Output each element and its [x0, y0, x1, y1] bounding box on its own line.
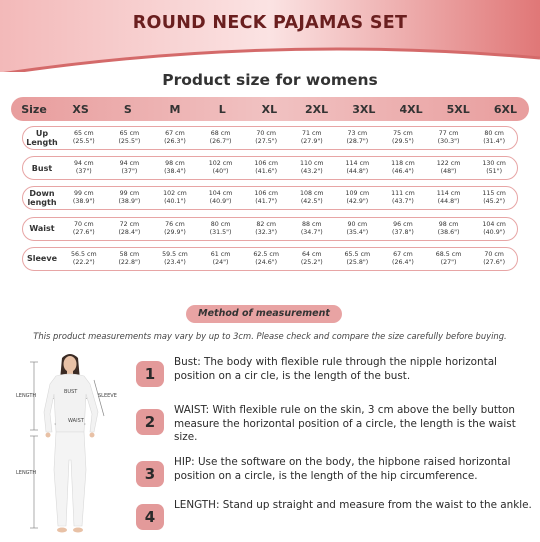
cell-inch: (27.9")	[300, 138, 323, 145]
step-number-badge: 4	[136, 504, 164, 530]
table-row	[22, 156, 518, 180]
cell-inch: (25.8")	[346, 258, 369, 266]
cell-inch: (25.5")	[118, 138, 141, 145]
table-cell	[335, 190, 381, 206]
cell-cm: 71 cm	[301, 130, 322, 137]
table-cell	[289, 190, 335, 206]
size-table	[22, 126, 518, 277]
table-cell	[335, 130, 381, 146]
cell-inch: (42.5")	[300, 198, 323, 206]
table-cell	[289, 160, 335, 176]
cell-inch: (22.2")	[72, 258, 95, 266]
cell-cm: 65 cm	[73, 130, 94, 137]
row-label	[23, 129, 61, 147]
cell-cm: 72 cm	[119, 220, 140, 228]
table-cell	[426, 221, 472, 237]
cell-cm: 62.5 cm	[253, 250, 279, 258]
cell-cm: 67 cm	[165, 130, 185, 137]
cell-inch: (44.8")	[346, 168, 369, 176]
cell-cm: 114 cm	[345, 160, 370, 168]
cell-inch: (44.8")	[437, 198, 460, 206]
cell-inch: (40.1")	[164, 198, 186, 206]
size-header-6xl: 6XL	[493, 102, 517, 116]
cell-inch: (27.6")	[483, 258, 506, 266]
table-cell	[198, 130, 244, 146]
cell-inch: (25.2")	[300, 258, 323, 266]
table-cell	[471, 221, 517, 237]
cell-inch: (45.2")	[483, 198, 506, 206]
cell-cm: 94 cm	[73, 160, 94, 168]
step-text: Bust: The body with flexible rule through the nipple horizontal position on a cir cle, is the length of the bust.	[174, 356, 497, 382]
row-label-line: Sleeve	[27, 254, 57, 264]
cell-inch: (38.9")	[72, 198, 95, 206]
row-label-line: Up	[35, 129, 49, 138]
table-cell	[152, 130, 198, 146]
cell-inch: (24")	[212, 258, 229, 266]
model-illustration	[10, 350, 130, 538]
step-number-badge: 3	[136, 461, 164, 487]
cell-cm: 64 cm	[301, 250, 322, 258]
table-cell	[198, 160, 244, 176]
measurement-figure	[10, 350, 130, 538]
cell-cm: 90 cm	[347, 220, 368, 228]
figure-label-sleeve: SLEEVE	[98, 393, 117, 399]
row-label-line: Bust	[31, 163, 53, 173]
row-label-line: Length	[26, 138, 58, 147]
table-cell	[289, 130, 335, 146]
cell-cm: 109 cm	[345, 190, 370, 198]
size-header-xs: XS	[72, 102, 89, 116]
table-cell	[335, 221, 381, 237]
table-cell	[152, 160, 198, 176]
row-label	[23, 189, 61, 207]
cell-cm: 82 cm	[256, 220, 276, 228]
table-cell	[61, 221, 107, 237]
table-cell	[152, 190, 198, 206]
table-cell	[107, 221, 153, 237]
cell-cm: 130 cm	[482, 160, 506, 168]
cell-inch: (51")	[486, 168, 503, 176]
table-cell	[152, 221, 198, 237]
cell-cm: 118 cm	[391, 160, 415, 168]
row-label-line: Down	[29, 189, 55, 199]
table-cell	[471, 190, 517, 206]
cell-cm: 104 cm	[482, 220, 506, 228]
cell-cm: 59.5 cm	[162, 250, 188, 258]
table-cell	[198, 251, 244, 267]
size-header-row	[11, 97, 529, 121]
cell-inch: (42.9")	[346, 198, 369, 206]
cell-inch: (32.3")	[255, 228, 278, 236]
table-cell	[243, 130, 289, 146]
cell-cm: 99 cm	[119, 190, 140, 198]
table-cell	[471, 130, 517, 146]
table-cell	[289, 221, 335, 237]
cell-cm: 108 cm	[299, 190, 324, 198]
cell-inch: (37")	[75, 168, 92, 176]
cell-inch: (31.4")	[483, 138, 506, 145]
table-cell	[61, 130, 107, 146]
size-header-l: L	[218, 102, 226, 116]
table-row	[22, 247, 518, 271]
table-title: Product size for womens	[162, 71, 378, 89]
cell-inch: (38.4")	[164, 168, 186, 176]
table-cell	[243, 160, 289, 176]
table-cell	[335, 251, 381, 267]
cell-inch: (46.4")	[392, 168, 414, 176]
cell-inch: (28.7")	[346, 138, 369, 145]
table-cell	[61, 251, 107, 267]
cell-cm: 58 cm	[119, 250, 140, 258]
cell-inch: (31.5")	[209, 228, 232, 236]
cell-cm: 80 cm	[210, 220, 231, 228]
figure-label-length-top: LENGTH	[16, 393, 37, 399]
table-cell	[426, 160, 472, 176]
cell-inch: (41.7")	[255, 198, 278, 206]
table-cell	[198, 190, 244, 206]
table-cell	[335, 160, 381, 176]
table-cell	[471, 160, 517, 176]
cell-cm: 61 cm	[210, 250, 231, 258]
cell-inch: (30.3")	[437, 138, 460, 145]
step-text: LENGTH: Stand up straight and measure from the waist to the ankle.	[174, 499, 532, 511]
cell-cm: 110 cm	[299, 160, 324, 168]
size-header-3xl: 3XL	[352, 102, 376, 116]
cell-inch: (23.4")	[164, 258, 186, 266]
table-cell	[243, 251, 289, 267]
step-number-badge: 2	[136, 409, 164, 435]
cell-inch: (28.4")	[118, 228, 141, 236]
size-header-4xl: 4XL	[399, 102, 423, 116]
cell-inch: (22.8")	[118, 258, 141, 266]
cell-cm: 70 cm	[73, 220, 94, 228]
cell-cm: 75 cm	[393, 130, 413, 137]
cell-inch: (41.6")	[255, 168, 278, 176]
cell-cm: 70 cm	[256, 130, 276, 137]
cell-cm: 88 cm	[301, 220, 322, 228]
cell-inch: (24.6")	[255, 258, 278, 266]
header-banner	[0, 0, 540, 72]
cell-cm: 76 cm	[165, 220, 185, 228]
table-cell	[380, 160, 426, 176]
table-cell	[152, 251, 198, 267]
cell-inch: (34.7")	[300, 228, 323, 236]
size-header-m: M	[169, 102, 181, 116]
table-cell	[426, 251, 472, 267]
cell-inch: (38.9")	[118, 198, 141, 206]
size-header-xl: XL	[261, 102, 278, 116]
cell-cm: 106 cm	[254, 190, 278, 198]
table-row	[22, 126, 518, 150]
table-cell	[107, 160, 153, 176]
cell-inch: (26.7")	[209, 138, 232, 145]
table-cell	[380, 251, 426, 267]
cell-inch: (25.5")	[72, 138, 95, 145]
cell-cm: 73 cm	[347, 130, 368, 137]
cell-cm: 104 cm	[208, 190, 233, 198]
cell-cm: 122 cm	[436, 160, 461, 168]
cell-cm: 68.5 cm	[435, 250, 462, 258]
cell-inch: (43.2")	[300, 168, 323, 176]
table-cell	[380, 130, 426, 146]
row-label-line: length	[27, 198, 57, 208]
cell-inch: (29.9")	[164, 228, 186, 236]
cell-inch: (26.3")	[164, 138, 186, 145]
table-row	[22, 186, 518, 210]
cell-cm: 102 cm	[163, 190, 187, 198]
method-label: Method of measurement	[186, 305, 342, 323]
cell-inch: (40.9")	[209, 198, 232, 206]
cell-cm: 98 cm	[438, 220, 459, 228]
cell-cm: 56.5 cm	[70, 250, 97, 258]
cell-inch: (48")	[440, 168, 457, 176]
cell-inch: (27.6")	[72, 228, 95, 236]
figure-label-waist: WAIST	[68, 418, 84, 424]
table-cell	[380, 221, 426, 237]
cell-cm: 77 cm	[438, 130, 459, 137]
cell-cm: 96 cm	[393, 220, 413, 228]
figure-label-bust: BUST	[64, 389, 78, 395]
cell-cm: 68 cm	[210, 130, 231, 137]
size-corner-label: Size	[21, 102, 47, 116]
cell-cm: 94 cm	[119, 160, 140, 168]
cell-inch: (35.4")	[346, 228, 369, 236]
table-cell	[243, 221, 289, 237]
cell-cm: 70 cm	[484, 250, 504, 258]
table-cell	[380, 190, 426, 206]
cell-cm: 65.5 cm	[344, 250, 371, 258]
cell-cm: 106 cm	[254, 160, 278, 168]
cell-inch: (26.4")	[392, 258, 414, 266]
row-label	[23, 254, 61, 263]
table-cell	[243, 190, 289, 206]
cell-cm: 111 cm	[391, 190, 415, 198]
cell-inch: (37.8")	[392, 228, 414, 236]
table-cell	[426, 130, 472, 146]
table-cell	[426, 190, 472, 206]
cell-cm: 98 cm	[165, 160, 185, 168]
row-label	[23, 224, 61, 233]
row-label	[23, 164, 61, 173]
cell-cm: 65 cm	[119, 130, 140, 137]
page-title: ROUND NECK PAJAMAS SET	[132, 13, 408, 33]
cell-cm: 80 cm	[484, 130, 504, 137]
cell-inch: (37")	[121, 168, 138, 176]
cell-inch: (27")	[440, 258, 457, 266]
cell-inch: (29.5")	[392, 138, 414, 145]
figure-label-length-bottom: LENGTH	[16, 470, 37, 476]
size-header-s: S	[123, 102, 132, 116]
row-label-line: Waist	[29, 224, 55, 234]
table-cell	[107, 130, 153, 146]
cell-inch: (40.9")	[483, 228, 506, 236]
table-cell	[61, 190, 107, 206]
cell-cm: 67 cm	[393, 250, 413, 258]
table-cell	[289, 251, 335, 267]
cell-cm: 114 cm	[436, 190, 461, 198]
table-row	[22, 217, 518, 241]
table-cell	[107, 251, 153, 267]
table-cell	[61, 160, 107, 176]
table-cell	[198, 221, 244, 237]
table-cell	[471, 251, 517, 267]
cell-inch: (43.7")	[392, 198, 414, 206]
cell-inch: (38.6")	[437, 228, 460, 236]
table-cell	[107, 190, 153, 206]
disclaimer-text: This product measurements may vary by up to 3cm. Please check and compare the size carefully before buying.	[33, 331, 507, 341]
cell-inch: (40")	[212, 168, 229, 176]
cell-cm: 99 cm	[73, 190, 94, 198]
cell-cm: 115 cm	[482, 190, 506, 198]
size-header-2xl: 2XL	[305, 102, 329, 116]
cell-cm: 102 cm	[208, 160, 233, 168]
step-number-badge: 1	[136, 361, 164, 387]
size-header-5xl: 5XL	[446, 102, 470, 116]
cell-inch: (27.5")	[255, 138, 278, 145]
step-text: HIP: Use the software on the body, the hipbone raised horizontal position on a circle, is the length of the hip circumference.	[174, 456, 511, 482]
step-text: WAIST: With flexible rule on the skin, 3 cm above the belly button measure the horizontal position of a circle, the length is the waist size.	[174, 404, 516, 443]
